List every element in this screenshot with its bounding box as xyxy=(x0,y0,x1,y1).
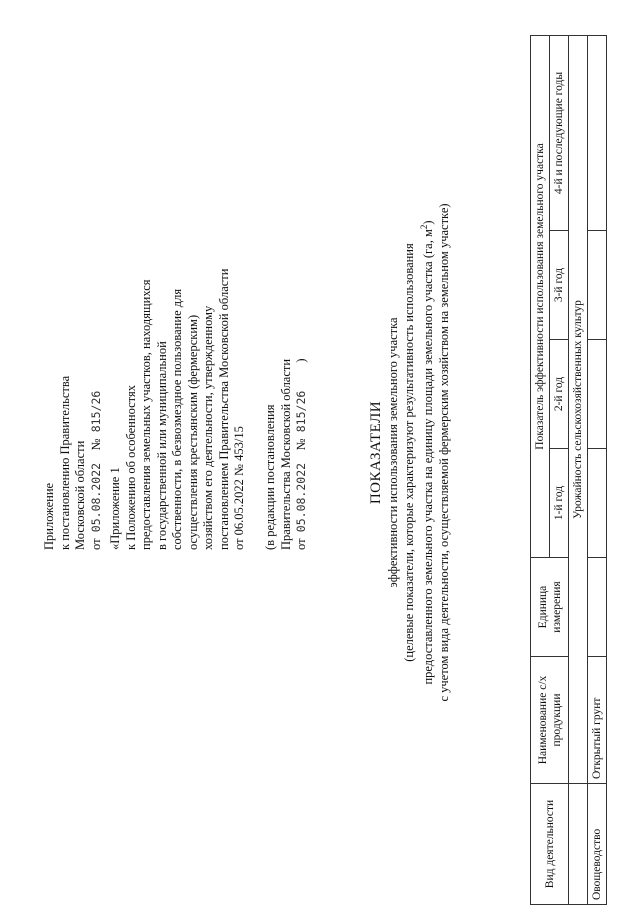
header-product: Наименование с/х продукции xyxy=(531,657,569,784)
edition-date-line xyxy=(294,358,310,550)
superscript: 2 xyxy=(419,224,429,230)
annex1-line: хозяйством его деятельности, утвержденному xyxy=(201,305,215,550)
year-1: 1-й год xyxy=(550,449,569,558)
subtitle-line xyxy=(417,0,437,905)
edition-block xyxy=(263,358,310,550)
annex-date: 05.08.2022 xyxy=(88,462,103,533)
date-prefix: от xyxy=(88,538,103,550)
edition-close: ) xyxy=(294,358,308,363)
header-indicator: Показатель эффективности использования земельного участка xyxy=(531,36,550,558)
subtitle xyxy=(386,0,452,905)
edition-number: 815/26 xyxy=(294,390,308,433)
annex1-line: предоставления земельных участков, находящихся xyxy=(139,279,153,550)
empty-cell xyxy=(588,231,607,340)
annex1-block xyxy=(108,269,248,550)
year-2: 2-й год xyxy=(550,340,569,449)
empty-cell xyxy=(588,340,607,449)
annex-line: Приложение xyxy=(42,482,56,550)
subtitle-suffix: ) xyxy=(421,220,436,225)
annex-date-line xyxy=(89,376,105,550)
year-4: 4-й и последующие годы xyxy=(550,36,569,231)
annex1-line: собственности, в безвозмездное пользование для xyxy=(170,288,184,550)
table-row xyxy=(588,36,607,905)
header-activity: Вид деятельности xyxy=(531,784,569,905)
annex1-line: в государственной или муниципальной xyxy=(154,341,169,550)
date-prefix: от xyxy=(294,538,308,550)
annex-header xyxy=(42,376,104,550)
edition-line: Правительства Московской области xyxy=(278,358,293,550)
table-section-row xyxy=(569,36,588,905)
header-unit: Единица измерения xyxy=(531,558,569,657)
number-prefix: № xyxy=(294,438,308,451)
year-3: 3-й год xyxy=(550,231,569,340)
annex1-line: осуществления крестьянским (фермерским) xyxy=(185,314,200,550)
subtitle-text: предоставленного земельного участка на единицу площади земельного участка (га, м xyxy=(421,229,436,685)
empty-cell xyxy=(588,558,607,657)
annex1-line: от 06.05.2022 № 453/15 xyxy=(232,426,246,550)
subtitle-line: эффективности использования земельного участка xyxy=(386,317,400,588)
annex-line: Московской области xyxy=(73,440,87,550)
annex-number: 815/26 xyxy=(88,390,103,433)
annex1-line: к Положению об особенностях xyxy=(123,385,138,550)
annex1-line: «Приложение 1 xyxy=(108,467,122,550)
row-product: Открытый грунт xyxy=(588,657,607,784)
number-prefix: № xyxy=(88,438,103,451)
empty-cell xyxy=(569,784,588,905)
page-title: ПОКАЗАТЕЛИ xyxy=(368,400,384,505)
edition-date: 05.08.2022 xyxy=(294,462,308,533)
indicators-table xyxy=(530,35,607,905)
annex-line: к постановлению Правительства xyxy=(57,375,72,550)
annex1-line: постановлением Правительства Московской области xyxy=(216,268,231,550)
table-header-row xyxy=(531,36,550,905)
subtitle-line: (целевые показатели, которые характеризуют результативность использования xyxy=(401,243,416,662)
edition-line: (в редакции постановления xyxy=(263,404,277,550)
section-yield: Урожайность сельскохозяйственных культур xyxy=(569,36,588,784)
row-activity: Овощеводство xyxy=(588,784,607,905)
subtitle-line: с учетом вида деятельности, осуществляемой фермерским хозяйством на земельном участке) xyxy=(436,203,451,702)
empty-cell xyxy=(588,36,607,231)
empty-cell xyxy=(588,449,607,558)
